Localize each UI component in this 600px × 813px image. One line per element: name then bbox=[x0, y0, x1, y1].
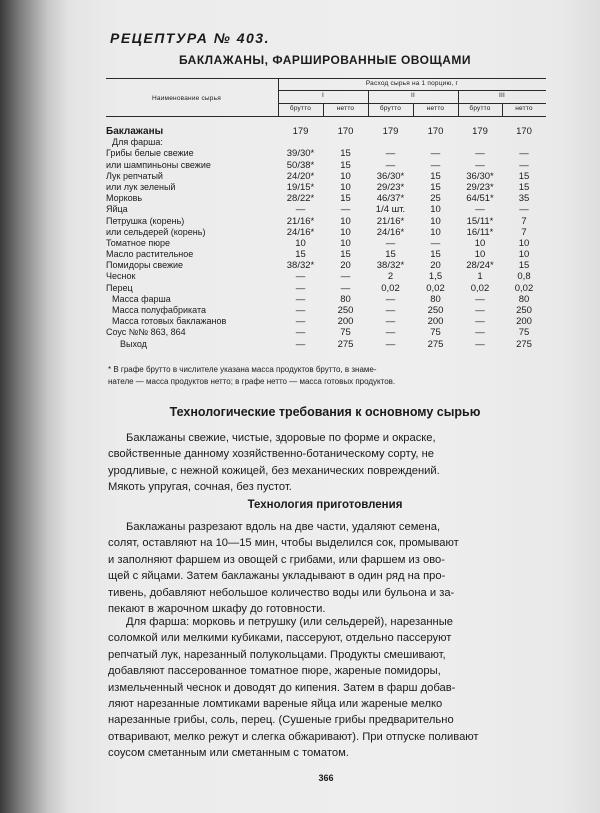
ingredient-name: Масло растительное bbox=[106, 249, 194, 260]
table-cell: — bbox=[385, 159, 396, 171]
table-cell: — bbox=[295, 338, 306, 350]
table-cell: — bbox=[519, 159, 529, 171]
table-cell: 16/11* bbox=[466, 226, 494, 238]
table-cell: 2 bbox=[387, 271, 394, 283]
table-cell: 0,02 bbox=[514, 282, 534, 294]
table-cell: 15 bbox=[430, 181, 441, 193]
col-name-header: Наименование сырья bbox=[152, 95, 221, 102]
table-cell: 200 bbox=[337, 316, 354, 328]
ingredient-name: Выход bbox=[120, 338, 147, 349]
table-cell: — bbox=[295, 316, 306, 328]
table-row bbox=[106, 316, 546, 327]
table-cell: 10 bbox=[430, 204, 441, 216]
table-cell: 15 bbox=[385, 249, 396, 261]
ingredient-name: Петрушка (корень) bbox=[106, 215, 185, 226]
ingredient-name: Масса фарша bbox=[112, 293, 171, 304]
table-row bbox=[106, 249, 546, 260]
text-line: отваривают, мелко режут и слегка обжаривают). При отпуске поливают bbox=[108, 730, 479, 743]
table-row bbox=[106, 327, 546, 338]
table-cell: 0,02 bbox=[426, 282, 445, 294]
table-cell: — bbox=[295, 204, 306, 216]
table-cell: — bbox=[475, 327, 485, 339]
table-row bbox=[106, 260, 546, 271]
table-cell: 24/16* bbox=[376, 226, 405, 238]
table-cell: — bbox=[385, 316, 396, 328]
ingredient-name: Для фарша: bbox=[112, 137, 163, 148]
table-cell: 0,8 bbox=[517, 271, 531, 283]
table-cell: — bbox=[475, 148, 485, 160]
table-cell: — bbox=[475, 159, 485, 171]
table-cell: 170 bbox=[337, 126, 354, 137]
table-cell: 10 bbox=[430, 215, 441, 227]
table-cell: 28/24* bbox=[466, 260, 494, 272]
table-header-bottom-rule bbox=[106, 116, 546, 117]
section-heading-requirements: Технологические требования к основному сырью bbox=[169, 405, 481, 419]
table-cell: — bbox=[340, 204, 351, 216]
ingredient-name: Масса готовых баклажанов bbox=[112, 316, 227, 327]
table-cell: 15 bbox=[340, 159, 351, 171]
table-cell: 10 bbox=[430, 226, 441, 238]
table-cell: 10 bbox=[340, 170, 351, 182]
ingredient-name: Яйца bbox=[106, 204, 128, 215]
variant-header-rule bbox=[278, 103, 546, 104]
table-cell: 10 bbox=[340, 181, 351, 193]
table-cell: — bbox=[430, 237, 441, 249]
table-row bbox=[106, 238, 546, 249]
table-cell: 170 bbox=[516, 126, 532, 137]
table-cell: — bbox=[519, 204, 529, 216]
table-cell: 80 bbox=[340, 293, 351, 305]
table-cell: — bbox=[385, 305, 396, 316]
table-cell: — bbox=[385, 237, 396, 249]
table-cell: — bbox=[475, 305, 485, 316]
table-cell: 36/30* bbox=[466, 170, 494, 182]
table-cell: — bbox=[295, 293, 306, 305]
group-header-rule bbox=[278, 90, 546, 91]
table-cell: 21/16* bbox=[286, 215, 315, 227]
table-cell: 24/16* bbox=[286, 226, 315, 238]
table-cell: 46/37* bbox=[376, 193, 405, 205]
table-cell: 24/20* bbox=[286, 170, 315, 182]
table-cell: 15 bbox=[430, 170, 441, 182]
variant-header: I bbox=[321, 92, 324, 99]
requirements-paragraph bbox=[108, 430, 558, 496]
table-cell: — bbox=[475, 316, 485, 328]
text-line: нарезанные грибы, соль, перец. (Сушеные грибы предварительно bbox=[108, 714, 454, 727]
recipe-number: РЕЦЕПТУРА № 403. bbox=[110, 30, 270, 46]
variant-header: II bbox=[410, 92, 415, 99]
table-cell: 28/22* bbox=[286, 193, 315, 205]
table-row bbox=[106, 283, 546, 294]
table-cell: 250 bbox=[516, 305, 532, 316]
ingredient-name: Соус №№ 863, 864 bbox=[106, 327, 186, 338]
table-cell: — bbox=[340, 282, 351, 294]
text-line: свойственные данному хозяйственно-ботаническому сорту, не bbox=[108, 448, 434, 461]
table-cell: 15 bbox=[340, 249, 351, 261]
table-cell: 29/23* bbox=[466, 181, 494, 193]
table-cell: 20 bbox=[340, 260, 351, 272]
table-cell: 250 bbox=[427, 305, 444, 316]
table-cell: 10 bbox=[340, 237, 351, 249]
text-line: и заполняют фаршем из овощей с грибами, или фаршем из ово- bbox=[108, 553, 445, 566]
table-cell: — bbox=[475, 293, 485, 305]
table-row bbox=[106, 171, 546, 182]
table-cell: 36/30* bbox=[376, 170, 405, 182]
table-row bbox=[106, 160, 546, 171]
table-body bbox=[106, 126, 546, 350]
text-line: соломкой или мелкими кубиками, пассеруют, отдельно пассеруют bbox=[108, 632, 452, 645]
table-cell: 10 bbox=[340, 226, 351, 238]
table-footnote bbox=[108, 364, 558, 388]
table-cell: 15 bbox=[295, 249, 306, 261]
table-row bbox=[106, 227, 546, 238]
table-cell: 35 bbox=[518, 193, 530, 205]
table-cell: 7 bbox=[521, 226, 527, 238]
table-cell: — bbox=[385, 327, 396, 339]
page-number: 366 bbox=[318, 773, 334, 783]
table-cell: 39/30* bbox=[286, 148, 315, 160]
table-cell: 275 bbox=[427, 338, 444, 350]
table-cell: — bbox=[475, 204, 485, 216]
table-row bbox=[106, 204, 546, 215]
table-cell: — bbox=[295, 305, 306, 316]
table-cell: 0,02 bbox=[381, 282, 400, 294]
table-cell: 75 bbox=[518, 327, 530, 339]
table-cell: — bbox=[385, 293, 396, 305]
sub-header: брутто bbox=[379, 105, 402, 112]
table-cell: — bbox=[295, 282, 306, 294]
ingredient-name: Грибы белые свежие bbox=[106, 148, 194, 159]
table-cell: 10 bbox=[295, 237, 306, 249]
ingredient-name: или лук зеленый bbox=[106, 181, 176, 192]
table-cell: — bbox=[295, 327, 306, 339]
ingredient-name: Морковь bbox=[106, 193, 143, 204]
table-row bbox=[106, 193, 546, 204]
ingredient-name: Масса полуфабриката bbox=[112, 305, 207, 315]
table-cell: — bbox=[295, 271, 306, 283]
variant-header: III bbox=[498, 92, 506, 99]
table-row bbox=[106, 305, 546, 316]
table-cell: — bbox=[385, 338, 396, 350]
sub-header: нетто bbox=[426, 105, 445, 112]
table-cell: 15 bbox=[518, 260, 530, 272]
table-top-rule bbox=[106, 78, 546, 79]
text-line: Баклажаны разрезают вдоль на две части, удаляют семена, bbox=[126, 521, 441, 533]
table-cell: — bbox=[475, 338, 485, 350]
table-cell: 179 bbox=[472, 126, 488, 137]
text-line: ляют нарезанные ломтиками вареные яйца или жареные мелко bbox=[108, 698, 443, 711]
table-cell: 170 bbox=[427, 126, 444, 137]
sub-header: нетто bbox=[515, 105, 533, 112]
table-cell: 200 bbox=[516, 316, 532, 328]
table-cell: 15 bbox=[340, 148, 351, 160]
table-row bbox=[106, 271, 546, 282]
technology-paragraph-2 bbox=[108, 614, 558, 762]
table-cell: 38/32* bbox=[286, 260, 315, 272]
ingredient-name: Помидоры свежие bbox=[106, 260, 184, 271]
ingredient-name: Перец bbox=[106, 282, 133, 293]
table-cell: 19/15* bbox=[286, 181, 315, 193]
text-line: щей с яйцами. Затем баклажаны укладывают в один ряд на про- bbox=[108, 570, 446, 583]
table-cell: 29/23* bbox=[376, 181, 405, 193]
text-line: тивень, добавляют небольшое количество воды или бульона и за- bbox=[108, 586, 455, 599]
text-line: соусом сметанным или сметанным с томатом. bbox=[108, 747, 349, 760]
ingredient-name: Чеснок bbox=[106, 271, 136, 282]
text-line: добавляют пассерованное томатное пюре, жареные помидоры, bbox=[108, 665, 441, 678]
table-cell: — bbox=[430, 148, 441, 160]
table-row bbox=[106, 339, 546, 350]
ingredient-name: Томатное пюре bbox=[106, 237, 171, 248]
table-cell: 10 bbox=[340, 215, 351, 227]
table-row bbox=[106, 137, 546, 148]
sub-header: брутто bbox=[289, 105, 312, 112]
text-line: Мякоть упругая, сочная, без пустот. bbox=[108, 481, 292, 494]
table-row bbox=[106, 182, 546, 193]
table-cell: — bbox=[385, 148, 396, 160]
table-cell: 75 bbox=[340, 327, 351, 339]
table-cell: 25 bbox=[430, 193, 441, 205]
table-cell: 64/51* bbox=[466, 193, 494, 205]
table-cell: 10 bbox=[474, 249, 486, 261]
table-cell: 20 bbox=[430, 260, 441, 272]
ingredient-name: или сельдерей (корень) bbox=[106, 226, 206, 237]
table-cell: 0,02 bbox=[470, 282, 490, 294]
table-row bbox=[106, 294, 546, 305]
table-cell: 21/16* bbox=[376, 215, 405, 227]
table-cell: 200 bbox=[427, 316, 444, 328]
table-cell: — bbox=[519, 148, 529, 160]
footnote-line: нателе — масса продуктов нетто; в графе нетто — масса готовых продуктов. bbox=[108, 377, 396, 386]
table-cell: 75 bbox=[430, 327, 441, 339]
table-cell: 15 bbox=[340, 193, 351, 205]
table-cell: 15 bbox=[518, 181, 530, 193]
table-cell: 15/11* bbox=[466, 215, 494, 227]
sub-header: нетто bbox=[336, 105, 355, 112]
table-cell: 10 bbox=[474, 237, 486, 249]
table-cell: 250 bbox=[337, 305, 354, 316]
text-line: репчатый лук, нарезанный полукольцами. Продукты смешивают, bbox=[108, 648, 446, 661]
table-cell: 179 bbox=[292, 126, 309, 137]
table-cell: 7 bbox=[521, 215, 527, 227]
table-row bbox=[106, 126, 546, 137]
text-line: измельченный чеснок и доводят до кипения. Затем в фарш добав- bbox=[108, 681, 456, 694]
ingredient-name: Баклажаны bbox=[106, 126, 164, 137]
table-cell: 1 bbox=[477, 271, 483, 283]
table-row bbox=[106, 216, 546, 227]
table-cell: 10 bbox=[518, 249, 530, 261]
ingredient-name: или шампиньоны свежие bbox=[106, 159, 211, 170]
table-cell: 38/32* bbox=[376, 260, 405, 272]
group-header: Расход сырья на 1 порцию, г bbox=[365, 80, 459, 87]
table-cell: 275 bbox=[516, 338, 532, 350]
text-line: солят, оставляют на 10—15 мин, чтобы выделился сок, промывают bbox=[108, 537, 459, 550]
table-cell: — bbox=[340, 271, 351, 283]
table-cell: 275 bbox=[337, 338, 354, 350]
text-line: Для фарша: морковь и петрушку (или сельдерей), нарезанные bbox=[126, 616, 453, 628]
table-cell: 80 bbox=[518, 293, 530, 305]
table-cell: 10 bbox=[518, 237, 530, 249]
table-cell: 1/4 шт. bbox=[375, 204, 406, 216]
technology-paragraph-1 bbox=[108, 519, 558, 617]
ingredient-name: Лук репчатый bbox=[106, 170, 163, 181]
table-cell: 15 bbox=[518, 170, 530, 182]
table-cell: 1,5 bbox=[428, 271, 443, 283]
section-heading-technology: Технология приготовления bbox=[247, 499, 403, 511]
text-line: уродливые, с нежной кожицей, без механических повреждений. bbox=[108, 464, 440, 477]
table-row bbox=[106, 148, 546, 159]
sub-header: брутто bbox=[469, 105, 491, 112]
table-cell: 15 bbox=[430, 249, 441, 261]
table-cell: 50/38* bbox=[286, 159, 315, 171]
text-line: Баклажаны свежие, чистые, здоровые по форме и окраске, bbox=[126, 432, 436, 444]
table-cell: — bbox=[430, 159, 441, 171]
table-cell: 179 bbox=[382, 126, 399, 137]
recipe-title: БАКЛАЖАНЫ, ФАРШИРОВАННЫЕ ОВОЩАМИ bbox=[178, 53, 472, 67]
table-cell: 80 bbox=[430, 293, 441, 305]
footnote-line: * В графе брутто в числителе указана масса продуктов брутто, в знаме- bbox=[108, 365, 377, 374]
text-line: пекают в жарочном шкафу до готовности. bbox=[108, 603, 326, 616]
